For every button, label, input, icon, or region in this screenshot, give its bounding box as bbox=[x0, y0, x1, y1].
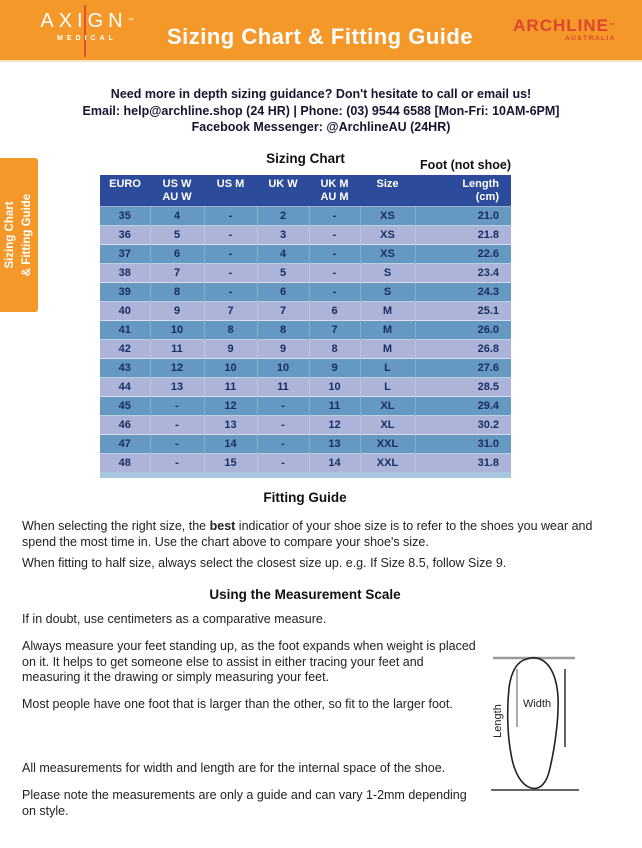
table-cell: 47 bbox=[100, 435, 150, 454]
table-cell: 9 bbox=[204, 340, 257, 359]
measurement-para-1: If in doubt, use centimeters as a comparative measure. bbox=[22, 612, 327, 626]
table-cell: 44 bbox=[100, 378, 150, 397]
table-cell: 10 bbox=[257, 359, 309, 378]
table-cell: - bbox=[204, 283, 257, 302]
table-cell: 4 bbox=[257, 245, 309, 264]
foot-not-shoe-label: Foot (not shoe) bbox=[420, 158, 511, 172]
archline-trademark: ™ bbox=[609, 23, 616, 29]
table-cell: 22.6 bbox=[415, 245, 511, 264]
table-row bbox=[100, 302, 511, 321]
table-cell: 9 bbox=[257, 340, 309, 359]
archline-logo-subtext: AUSTRALIA bbox=[564, 35, 616, 42]
table-cell: 12 bbox=[309, 416, 360, 435]
table-cell: - bbox=[204, 264, 257, 283]
sidebar-tab-label bbox=[0, 158, 38, 312]
table-cell: 26.0 bbox=[415, 321, 511, 340]
table-cell: 37 bbox=[100, 245, 150, 264]
foot-outline bbox=[508, 658, 558, 789]
table-cell: 31.8 bbox=[415, 454, 511, 473]
table-cell: 12 bbox=[150, 359, 204, 378]
column-header-us-w: US W AU W bbox=[150, 175, 204, 207]
table-cell: - bbox=[257, 416, 309, 435]
contact-line-email-phone: Email: help@archline.shop (24 HR) | Phone: (03) 9544 6588 [Mon-Fri: 10AM-6PM] bbox=[82, 103, 560, 118]
sizing-chart-table bbox=[100, 175, 511, 478]
contact-line-messenger: Facebook Messenger: @ArchlineAU (24HR) bbox=[191, 120, 451, 134]
table-row bbox=[100, 416, 511, 435]
table-cell: XL bbox=[360, 397, 415, 416]
table-cell: - bbox=[257, 397, 309, 416]
header-banner bbox=[0, 0, 642, 62]
table-cell: 7 bbox=[204, 302, 257, 321]
table-cell: 15 bbox=[204, 454, 257, 473]
table-cell: 10 bbox=[150, 321, 204, 340]
table-cell: 13 bbox=[204, 416, 257, 435]
table-cell: 39 bbox=[100, 283, 150, 302]
table-cell: 24.3 bbox=[415, 283, 511, 302]
table-cell: 35 bbox=[100, 207, 150, 226]
table-cell: 48 bbox=[100, 454, 150, 473]
column-header-size: Size bbox=[360, 175, 415, 207]
axign-trademark: ™ bbox=[127, 18, 134, 24]
measurement-scale-heading: Using the Measurement Scale bbox=[209, 587, 401, 602]
column-header-uk-w: UK W bbox=[257, 175, 309, 207]
table-cell: 30.2 bbox=[415, 416, 511, 435]
table-cell: 21.8 bbox=[415, 226, 511, 245]
table-row bbox=[100, 283, 511, 302]
table-cell: - bbox=[309, 207, 360, 226]
table-cell: - bbox=[309, 226, 360, 245]
table-cell: - bbox=[204, 207, 257, 226]
table-cell: XL bbox=[360, 416, 415, 435]
table-cell: 36 bbox=[100, 226, 150, 245]
archline-logo bbox=[513, 17, 616, 42]
table-cell: - bbox=[309, 283, 360, 302]
axign-logo-name bbox=[32, 9, 142, 33]
table-cell: 11 bbox=[150, 340, 204, 359]
table-row bbox=[100, 378, 511, 397]
table-cell: 46 bbox=[100, 416, 150, 435]
table-row bbox=[100, 245, 511, 264]
table-row bbox=[100, 207, 511, 226]
table-cell: 21.0 bbox=[415, 207, 511, 226]
column-header-uk-m: UK M AU M bbox=[309, 175, 360, 207]
table-cell: - bbox=[204, 226, 257, 245]
table-cell: M bbox=[360, 321, 415, 340]
table-cell: XXL bbox=[360, 454, 415, 473]
table-cell: - bbox=[150, 397, 204, 416]
contact-line-guidance: Need more in depth sizing guidance? Don't hesitate to call or email us! bbox=[110, 87, 532, 101]
table-cell: 13 bbox=[150, 378, 204, 397]
archline-logo-text: ARCHLINE bbox=[513, 16, 609, 35]
table-cell: - bbox=[257, 454, 309, 473]
fitting-guide-para-1 bbox=[22, 519, 622, 550]
sidebar-tab-sizing-chart bbox=[0, 158, 38, 312]
table-footer-strip bbox=[100, 472, 511, 478]
table-cell: 5 bbox=[150, 226, 204, 245]
table-row bbox=[100, 226, 511, 245]
fitting-guide-para-2: When fitting to half size, always select the closest size up. e.g. If Size 8.5, follow Size 9. bbox=[22, 556, 507, 570]
table-cell: 41 bbox=[100, 321, 150, 340]
fitting-guide-para-1-suffix: indicatior of your shoe size is to refer to the shoes you wear and spend the most time in. Use the chart above to compare your shoe's size. bbox=[22, 519, 593, 549]
table-cell: 7 bbox=[150, 264, 204, 283]
table-cell: 43 bbox=[100, 359, 150, 378]
table-cell: 8 bbox=[150, 283, 204, 302]
table-cell: 6 bbox=[257, 283, 309, 302]
table-cell: 10 bbox=[309, 378, 360, 397]
table-cell: 7 bbox=[309, 321, 360, 340]
table-cell: - bbox=[309, 245, 360, 264]
table-cell: - bbox=[150, 416, 204, 435]
table-cell: 8 bbox=[204, 321, 257, 340]
table-cell: 7 bbox=[257, 302, 309, 321]
table-cell: XXL bbox=[360, 435, 415, 454]
table-cell: 29.4 bbox=[415, 397, 511, 416]
table-cell: 11 bbox=[309, 397, 360, 416]
contact-info bbox=[0, 86, 642, 136]
measurement-para-5: Please note the measurements are only a guide and can vary 1-2mm depending on style. bbox=[22, 788, 467, 818]
table-cell: S bbox=[360, 283, 415, 302]
table-row bbox=[100, 359, 511, 378]
column-header-length: Length (cm) bbox=[415, 175, 511, 207]
fitting-guide-para-1-prefix: When selecting the right size, the bbox=[22, 519, 210, 533]
table-cell: 9 bbox=[309, 359, 360, 378]
table-cell: 45 bbox=[100, 397, 150, 416]
measurement-para-4: All measurements for width and length are for the internal space of the shoe. bbox=[22, 761, 446, 775]
axign-logo-text: AXIGN bbox=[40, 10, 128, 32]
column-header-us-m: US M bbox=[204, 175, 257, 207]
table-cell: 8 bbox=[257, 321, 309, 340]
table-cell: 9 bbox=[150, 302, 204, 321]
table-cell: 40 bbox=[100, 302, 150, 321]
table-cell: - bbox=[257, 435, 309, 454]
table-cell: L bbox=[360, 359, 415, 378]
table-cell: XS bbox=[360, 207, 415, 226]
table-cell: S bbox=[360, 264, 415, 283]
table-cell: 2 bbox=[257, 207, 309, 226]
table-cell: 27.6 bbox=[415, 359, 511, 378]
table-cell: 8 bbox=[309, 340, 360, 359]
sizing-chart-title: Sizing Chart bbox=[266, 151, 345, 166]
table-row bbox=[100, 340, 511, 359]
table-cell: XS bbox=[360, 226, 415, 245]
table-cell: XS bbox=[360, 245, 415, 264]
archline-logo-name bbox=[513, 17, 616, 35]
length-label: Length bbox=[492, 704, 504, 738]
sidebar-tab-label-line1: Sizing Chart bbox=[4, 201, 16, 269]
table-cell: 10 bbox=[204, 359, 257, 378]
table-cell: M bbox=[360, 340, 415, 359]
table-cell: 26.8 bbox=[415, 340, 511, 359]
table-cell: L bbox=[360, 378, 415, 397]
table-cell: 13 bbox=[309, 435, 360, 454]
sidebar-tab-label-line2: & Fitting Guide bbox=[21, 193, 33, 277]
table-cell: 31.0 bbox=[415, 435, 511, 454]
table-row bbox=[100, 454, 511, 473]
table-row bbox=[100, 435, 511, 454]
foot-measurement-diagram bbox=[487, 641, 639, 807]
measurement-para-3: Most people have one foot that is larger than the other, so fit to the larger foot. bbox=[22, 697, 453, 711]
width-label: Width bbox=[522, 698, 552, 710]
page-title: Sizing Chart & Fitting Guide bbox=[166, 24, 474, 49]
table-cell: 6 bbox=[309, 302, 360, 321]
table-cell: 11 bbox=[257, 378, 309, 397]
column-header-euro: EURO bbox=[100, 175, 150, 207]
table-cell: 4 bbox=[150, 207, 204, 226]
table-row bbox=[100, 321, 511, 340]
table-cell: 14 bbox=[309, 454, 360, 473]
table-cell: - bbox=[204, 245, 257, 264]
table-cell: 11 bbox=[204, 378, 257, 397]
table-row bbox=[100, 264, 511, 283]
table-cell: 5 bbox=[257, 264, 309, 283]
axign-logo bbox=[32, 9, 142, 42]
fitting-guide-para-1-bold: best bbox=[209, 519, 236, 533]
table-cell: 3 bbox=[257, 226, 309, 245]
table-cell: 28.5 bbox=[415, 378, 511, 397]
table-cell: 23.4 bbox=[415, 264, 511, 283]
fitting-guide-heading: Fitting Guide bbox=[263, 490, 347, 505]
axign-logo-subtext: MEDICAL bbox=[57, 35, 117, 42]
table-cell: 42 bbox=[100, 340, 150, 359]
table-cell: 25.1 bbox=[415, 302, 511, 321]
table-cell: - bbox=[150, 435, 204, 454]
table-cell: 38 bbox=[100, 264, 150, 283]
table-cell: - bbox=[150, 454, 204, 473]
table-cell: 12 bbox=[204, 397, 257, 416]
measurement-para-2: Always measure your feet standing up, as the foot expands when weight is placed on it. It helps to get someone else to assist in either tracing your feet and measuring it the drawing or simply measuring your feet. bbox=[22, 639, 476, 684]
table-header-row bbox=[100, 175, 511, 207]
table-cell: - bbox=[309, 264, 360, 283]
table-cell: M bbox=[360, 302, 415, 321]
table-cell: 6 bbox=[150, 245, 204, 264]
table-cell: 14 bbox=[204, 435, 257, 454]
table-row bbox=[100, 397, 511, 416]
